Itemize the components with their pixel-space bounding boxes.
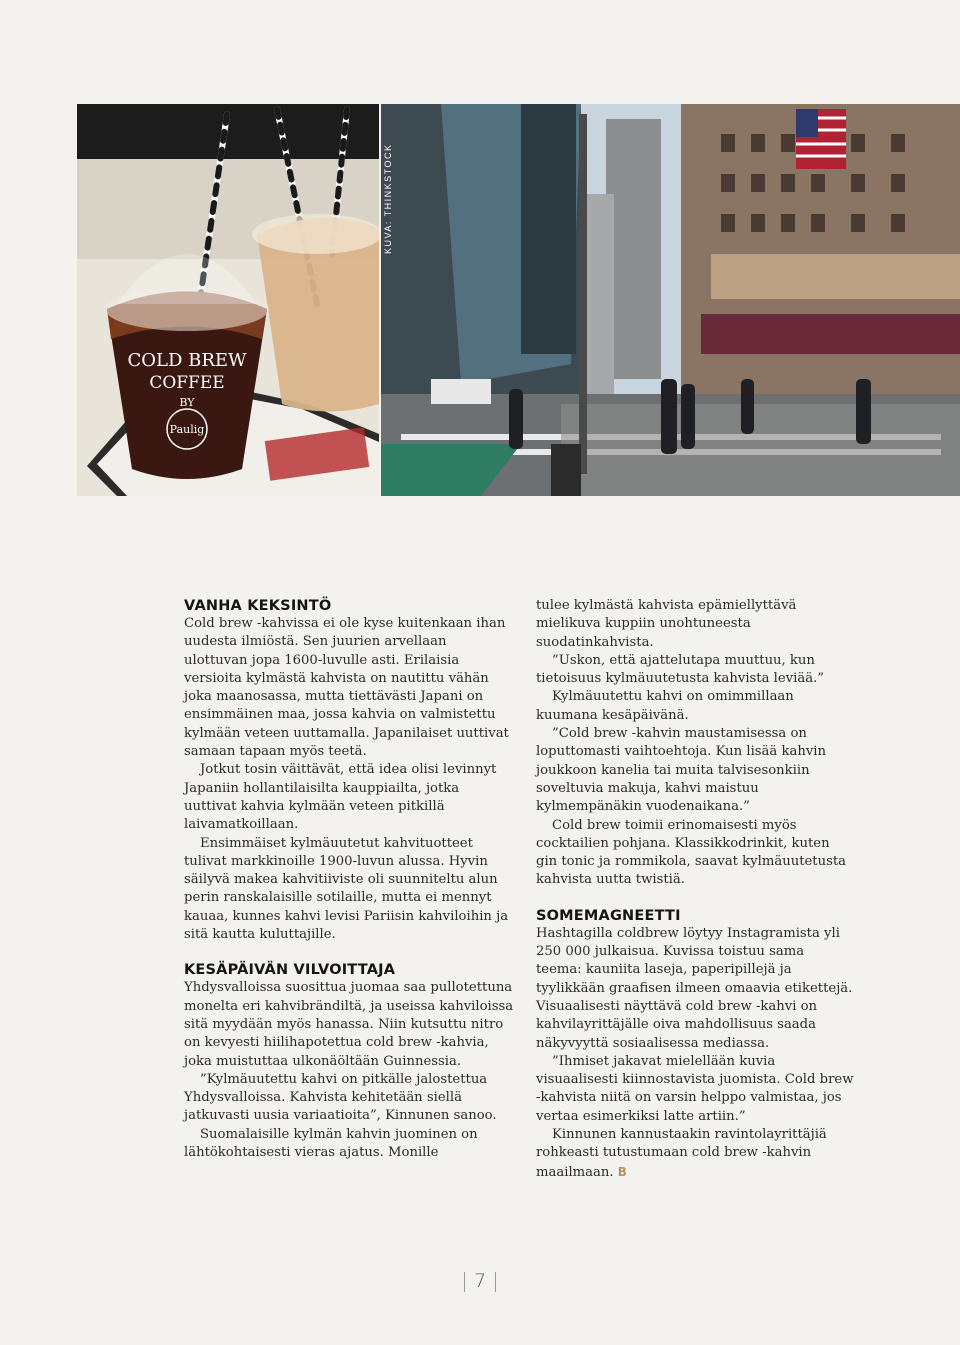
new-york-street-photo bbox=[381, 104, 960, 496]
cup-text-line: COFFEE bbox=[149, 373, 225, 393]
end-mark: B bbox=[617, 1164, 627, 1179]
section-heading-kesapaivan-vilvoittaja: KESÄPÄIVÄN VILVOITTAJA bbox=[184, 962, 396, 979]
photo-credit: KUVA: THINKSTOCK bbox=[383, 143, 393, 254]
paragraph: Ensimmäiset kylmäuutetut kahvituotteet tulivat markkinoille 1900-luvun alussa. Hyvin säilyvä makea kahvitiiviste oli suunniteltu alun perin ranskalaisille sotilaille, mutta ei mennyt kauaa, kunnes kahvi levisi Pariisin kahviloihin ja sitä kautta kuluttajille. bbox=[184, 835, 509, 943]
article-column-left bbox=[184, 597, 514, 1162]
paragraph: Hashtagilla coldbrew löytyy Instagramista yli 250 000 julkaisua. Kuvissa toistuu sama teema: kauniita laseja, paperipillejä ja tyylikkään graafisen ilmeen omaavia etikettejä. Visuaalisesti näyttävä cold brew -kahvi on kahvilayrittäjälle oiva mahdollisuus saada näkyvyyttä sosiaalisessa mediassa. bbox=[536, 925, 853, 1051]
cup-text-line: COLD BREW bbox=[127, 350, 247, 371]
paragraph: ”Cold brew -kahvin maustamisessa on loputtomasti vaihtoehtoja. Kun lisää kahvin joukkoon kanelia tai muita talvisesonkiin soveltuvia makuja, kahvi maistuu kylmempänäkin vuodenaikana.” bbox=[536, 726, 826, 815]
paragraph: Cold brew toimii erinomaisesti myös cocktailien pohjana. Klassikkodrinkit, kuten gin tonic ja rommikola, saavat kylmäuutetusta kahvista uutta twistiä. bbox=[536, 817, 847, 888]
paragraph: ”Kylmäuutettu kahvi on pitkälle jalostettua Yhdysvalloissa. Kahvista kehitetään siellä jatkuvasti uusia variaatioita”, Kinnunen sanoo. bbox=[184, 1071, 497, 1124]
cup-text-line: BY bbox=[179, 396, 195, 409]
paragraph: Cold brew -kahvissa ei ole kyse kuitenkaan ihan uudesta ilmiöstä. Sen juurien arvellaan ulottuvan jopa 1600-luvulle asti. Erilaisia versioita kylmästä kahvista on nautittu vähän joka maanosassa, mutta tiettävästi Japani on ensimmäinen maa, jossa kahvia on valmistettu kylmään veteen uuttamalla. Japanilaiset uuttivat samaan tapaan myös teetä. bbox=[184, 616, 509, 760]
paragraph: Jotkut tosin väittävät, että idea olisi levinnyt Japaniin hollantilaisilta kauppiailta, jotka uuttivat kahvia kylmään veteen pitkillä laivamatkoillaan. bbox=[184, 762, 497, 833]
paragraph: tulee kylmästä kahvista epämiellyttävä mielikuva kuppiin unohtuneesta suodatinkahvista. bbox=[536, 598, 797, 650]
paragraph bbox=[536, 1126, 854, 1182]
paragraph: ”Ihmiset jakavat mielellään kuvia visuaalisesti kiinnostavista juomista. Cold brew -kahvista niitä on varsin helppo valmistaa, jos vertaa esimerkiksi latte artiin.” bbox=[536, 1053, 854, 1124]
divider bbox=[495, 1272, 496, 1292]
paragraph: ”Uskon, että ajattelutapa muuttuu, kun tietoisuus kylmäuutetusta kahvista leviää.” bbox=[536, 652, 825, 687]
paragraph: Kylmäuutettu kahvi on omimmillaan kuumana kesäpäivänä. bbox=[536, 689, 794, 723]
section-heading-somemagneetti: SOMEMAGNEETTI bbox=[536, 907, 681, 924]
section-heading-vanha-keksinto: VANHA KEKSINTÖ bbox=[184, 598, 332, 614]
cold-brew-cups-photo bbox=[77, 104, 379, 496]
divider bbox=[464, 1272, 465, 1292]
page-number bbox=[0, 1270, 960, 1292]
cup-text-line: Paulig bbox=[169, 423, 205, 436]
paragraph-text: Kinnunen kannustaakin ravintolayrittäjiä rohkeasti tutustumaan cold brew -kahvin maailmaan. bbox=[536, 1127, 827, 1180]
page-number-value: 7 bbox=[473, 1270, 487, 1292]
paragraph: Yhdysvalloissa suosittua juomaa saa pullotettuna monelta eri kahvibrändiltä, ja useissa kahviloissa sitä myydään myös hanassa. Niin kutsuttu nitro on kevyesti hiilihapotettua cold brew -kahvia, joka muistuttaa ulkonäöltään Guinnessia. bbox=[184, 980, 514, 1069]
article-column-right bbox=[536, 597, 854, 1182]
paragraph: Suomalaisille kylmän kahvin juominen on lähtökohtaisesti vieras ajatus. Monille bbox=[184, 1126, 478, 1161]
